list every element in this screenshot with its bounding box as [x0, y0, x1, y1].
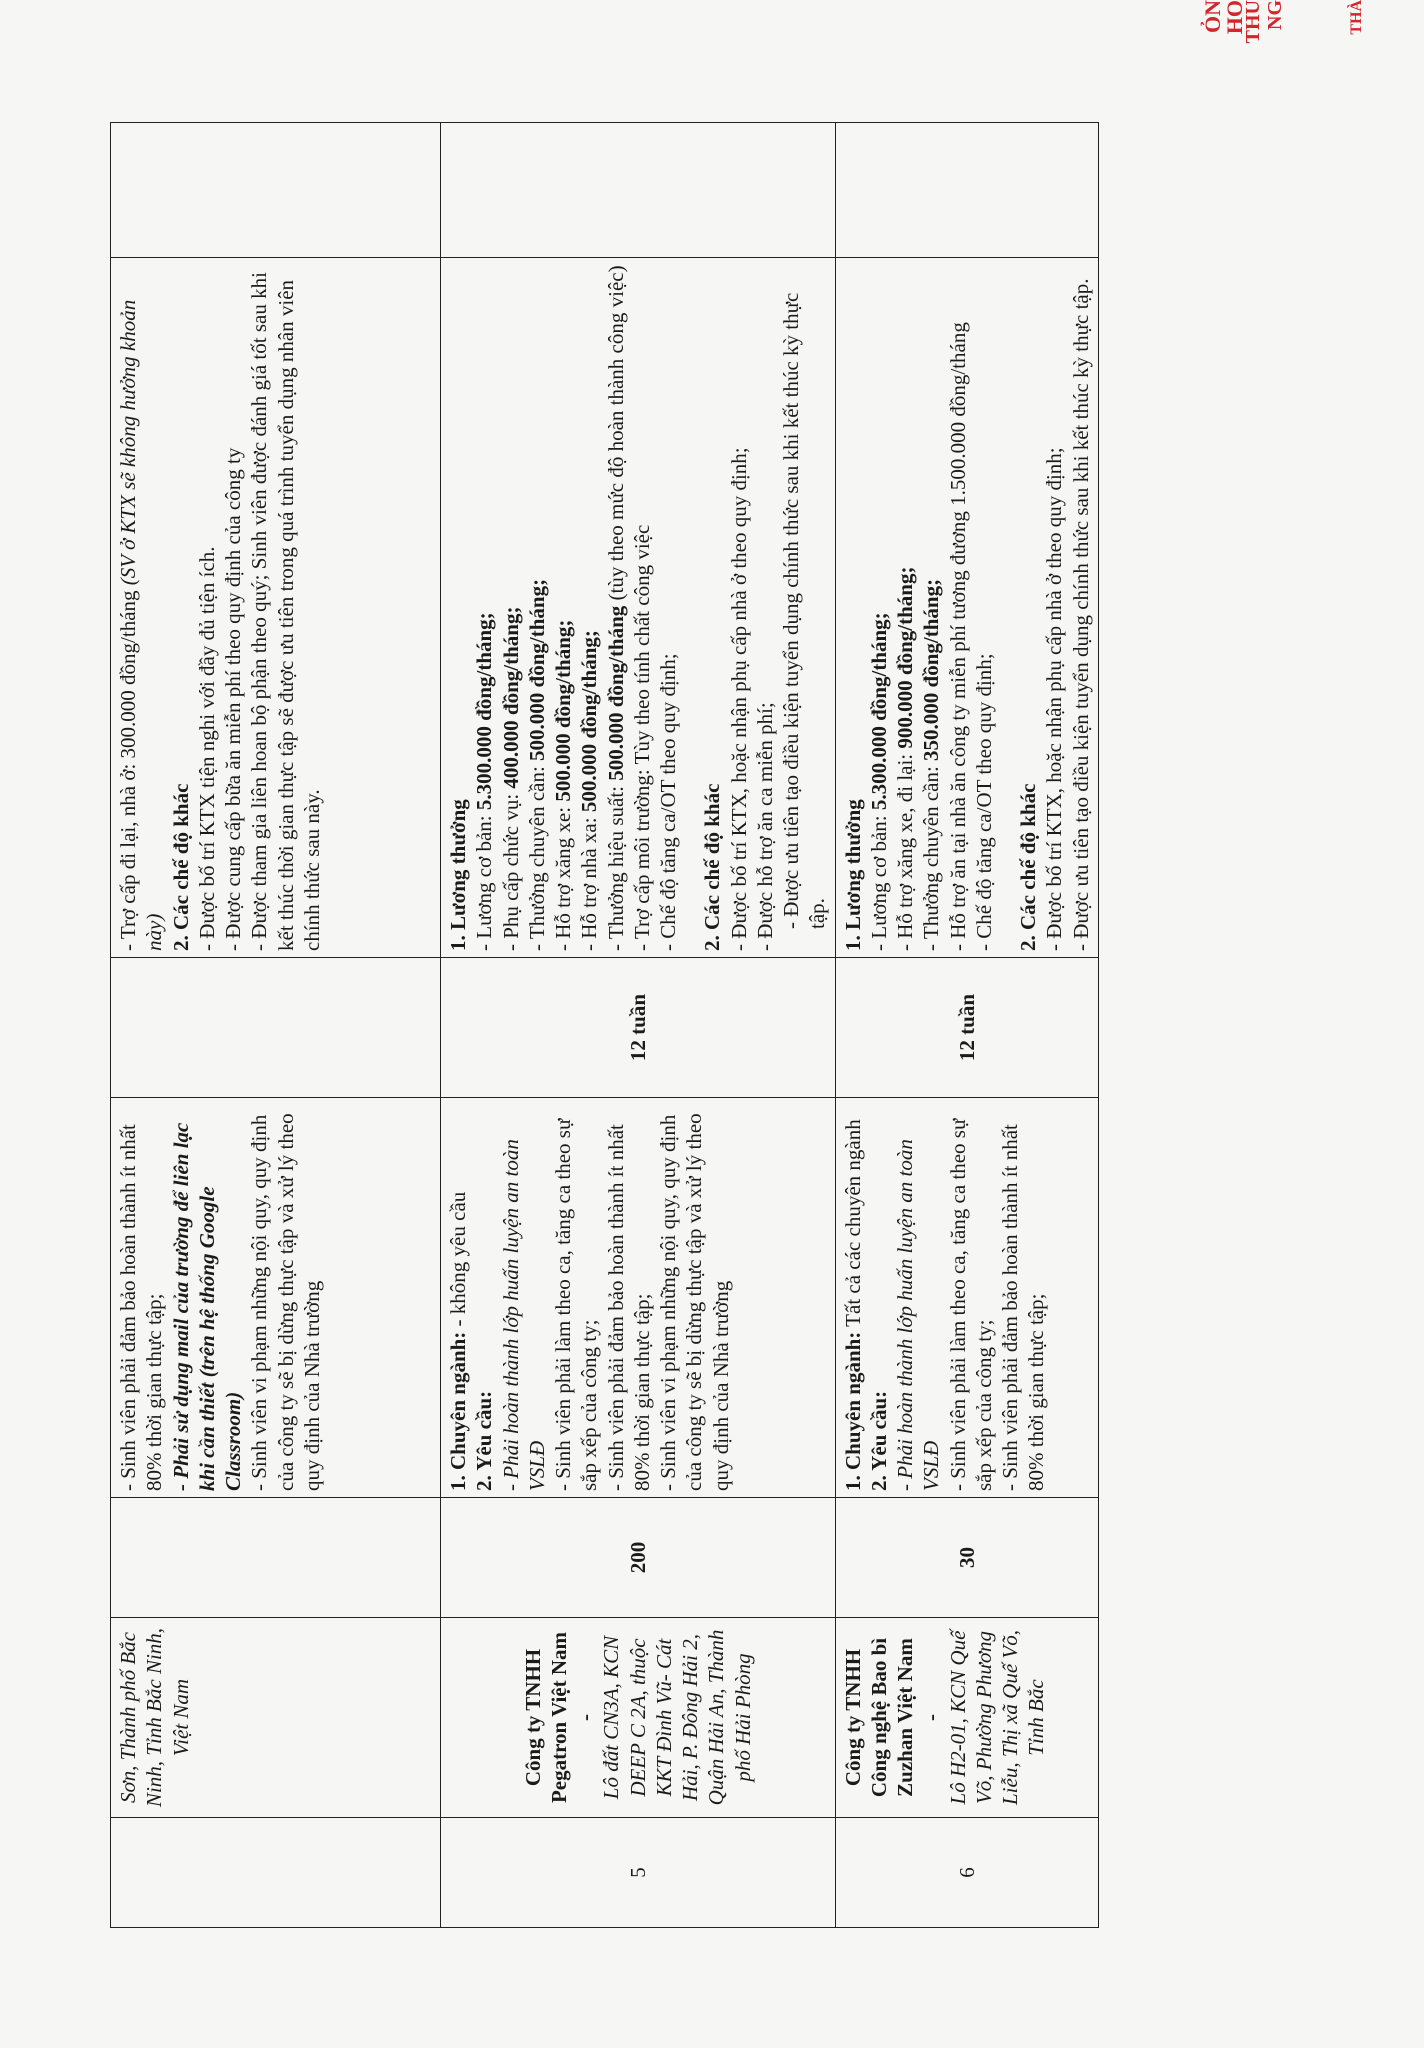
benefit-note: (SV ở KTX sẽ không hưởng khoản này): [116, 299, 167, 951]
benefit-amount: 5.300.000 đồng/tháng;: [472, 612, 497, 811]
other-benefit-item: - Được bố trí KTX, hoặc nhận phụ cấp nhà ở theo quy định;: [726, 447, 751, 951]
major-value: - không yêu cầu: [446, 1191, 470, 1332]
stamp-text-5: THÀ: [1348, 0, 1365, 35]
stt-cell: 5: [441, 1818, 836, 1928]
other-benefit-item: - Được bố trí KTX, hoặc nhận phụ cấp nhà ở theo quy định;: [1042, 447, 1067, 951]
quantity-cell: 200: [441, 1498, 836, 1618]
duration-cell: [111, 958, 441, 1098]
benefit-note: (tùy theo mức độ hoàn thành công việc): [603, 265, 628, 606]
benefit-item: - Được cung cấp bữa ăn miễn phí theo quy định của công ty: [221, 447, 245, 951]
benefit-item: [603, 264, 629, 951]
table-row-continued: [111, 123, 441, 1928]
notes-cell: [441, 123, 836, 258]
stt-cell: [111, 1818, 441, 1928]
benefit-label: - Lương cơ bản:: [866, 810, 891, 951]
stamp-text-2: HO: [1222, 0, 1247, 35]
requirement-item: - Sinh viên phải đảm bảo hoàn thành ít nhất 80% thời gian thực tập;: [116, 1124, 167, 1491]
benefit-amount: 500.000 đồng/tháng;: [524, 578, 549, 761]
salary-title: 1. Lương thưởng: [840, 799, 865, 951]
other-benefit-item: - Được hỗ trợ ăn ca miễn phí;: [752, 702, 777, 951]
notes-cell: [835, 123, 1098, 258]
company-name: Công ty TNHH Công nghệ Bao bì Zuzhan Việt Nam: [840, 1637, 917, 1798]
benefit-item: [892, 264, 918, 951]
rotated-table-sheet: [110, 123, 1093, 1928]
requirement-item: - Sinh viên vi phạm những nội quy, quy định của công ty sẽ bị dừng thực tập và xử lý theo quy định của Nhà trường: [656, 1113, 733, 1491]
requirement-item: - Sinh viên phải đảm bảo hoàn thành ít nhất 80% thời gian thực tập;: [603, 1124, 654, 1491]
company-cell: [441, 1618, 836, 1818]
company-name: Công ty TNHH Pegatron Việt Nam: [520, 1631, 571, 1804]
benefit-amount: 500.000 đồng/tháng;: [577, 630, 602, 813]
benefit-label: - Lương cơ bản:: [472, 810, 497, 951]
stamp-text-1: ỎN: [1200, 0, 1225, 33]
benefit-item: [524, 264, 550, 951]
major-requirement: [840, 1104, 866, 1491]
spacer: [997, 264, 1015, 951]
benefit-label: - Hỗ trợ xăng xe, đi lại:: [893, 748, 917, 951]
benefit-label: - Thưởng chuyên cần:: [524, 760, 549, 951]
requirements-title: 2. Yêu cầu:: [866, 1390, 891, 1491]
company-address-tail: Sơn, Thành phố Bắc Ninh, Tỉnh Bắc Ninh, Việt Nam: [116, 1627, 193, 1808]
benefit-item: - Chế độ tăng ca/OT theo quy định;: [971, 653, 996, 951]
benefit-amount: 400.000 đồng/tháng;: [498, 606, 523, 789]
benefit-amount: 500.000 đồng/tháng;: [551, 619, 575, 802]
requirement-item: - Sinh viên phải làm theo ca, tăng ca theo sự sắp xếp của công ty;: [551, 1118, 602, 1491]
benefit-item: - Chế độ tăng ca/OT theo quy định;: [656, 653, 680, 951]
requirement-item: - Sinh viên phải làm theo ca, tăng ca theo sự sắp xếp của công ty;: [945, 1118, 996, 1491]
company-cell: [111, 1618, 441, 1818]
company-address: Lô đất CN3A, KCN DEEP C 2A, thuộc KKT Đình Vũ- Cát Hải, P. Đông Hải 2, Quận Hải An, Thành phố Hải Phòng: [599, 1629, 755, 1806]
stamp-text-3: THU: [1242, 0, 1264, 44]
benefit-label: - Thưởng hiệu suất:: [603, 780, 628, 951]
requirement-item: - Sinh viên vi phạm những nội quy, quy định của công ty sẽ bị dừng thực tập và xử lý theo quy định của Nhà trường: [247, 1113, 324, 1491]
other-benefit-item: - Được ưu tiên tạo điều kiện tuyển dụng chính thức sau khi kết thúc kỳ thực tập.: [779, 292, 830, 929]
requirements-cell: [835, 1098, 1098, 1498]
duration-cell: 12 tuần: [835, 958, 1098, 1098]
internship-table: [110, 122, 1099, 1928]
company-cell: [835, 1618, 1098, 1818]
benefit-item: - Trợ cấp môi trường: Tùy theo tính chất công việc: [629, 524, 654, 951]
requirement-item: - Phải hoàn thành lớp huấn luyện an toàn VSLĐ: [893, 1139, 944, 1491]
benefit-item: [576, 264, 602, 951]
requirement-item: - Sinh viên phải đảm bảo hoàn thành ít nhất 80% thời gian thực tập;: [998, 1124, 1049, 1491]
company-dash: -: [573, 1714, 598, 1721]
duration-cell: 12 tuần: [441, 958, 836, 1098]
company-dash: -: [919, 1714, 944, 1721]
table-row-6: [835, 123, 1098, 1928]
company-address: Lô H2-01, KCN Quế Võ, Phường Phương Liễu, Thị xã Quế Võ, Tỉnh Bắc: [945, 1630, 1049, 1805]
notes-cell: [111, 123, 441, 258]
other-benefits-title: 2. Các chế độ khác: [700, 783, 725, 951]
benefit-item: [498, 264, 524, 951]
major-requirement: [445, 1104, 471, 1491]
benefit-item: [471, 264, 497, 951]
benefit-label: - Hỗ trợ nhà xa:: [577, 812, 602, 951]
red-stamp: [1180, 0, 1424, 70]
stamp-text-4: NG: [1264, 0, 1286, 30]
benefits-cell: [111, 258, 441, 958]
requirements-title: 2. Yêu cầu:: [472, 1390, 497, 1491]
other-benefits-title: 2. Các chế độ khác: [1016, 783, 1040, 951]
salary-title: 1. Lương thưởng: [446, 799, 470, 951]
benefit-amount: 350.000 đồng/tháng;: [919, 578, 944, 761]
benefit-item: - Hỗ trợ ăn tại nhà ăn công ty miễn phí tương đương 1.500.000 đồng/tháng: [945, 322, 970, 951]
requirements-cell: [111, 1098, 441, 1498]
benefit-item: [866, 264, 892, 951]
benefit-item: - Được bố trí KTX tiện nghi với đầy đủ tiện ích.: [194, 546, 219, 951]
benefit-label: - Hỗ trợ xăng xe:: [551, 801, 575, 951]
benefit-item: [918, 264, 944, 951]
benefits-cell: [441, 258, 836, 958]
major-label: 1. Chuyên ngành:: [840, 1331, 865, 1491]
benefit-item: - Được tham gia liên hoan bộ phận theo quý; Sinh viên được đánh giá tốt sau khi kết thúc thời gian thực tập sẽ được ưu tiên trong quá trình tuyển dụng nhân viên chính thức sau này.: [247, 272, 324, 951]
benefit-text: - Trợ cấp đi lại, nhà ở: 300.000 đồng/tháng: [116, 585, 140, 951]
other-benefit-item: - Được ưu tiên tạo điều kiện tuyển dụng chính thức sau khi kết thúc kỳ thực tập.: [1068, 278, 1093, 951]
quantity-cell: 30: [835, 1498, 1098, 1618]
requirement-item-emphasis: - Phải sử dụng mail của trường để liên lạc khi cần thiết (trên hệ thống Google Classroom): [168, 1122, 245, 1491]
benefit-section-title: 2. Các chế độ khác: [168, 783, 193, 951]
major-value: Tất cả các chuyên ngành: [840, 1119, 865, 1332]
major-label: 1. Chuyên ngành:: [446, 1331, 470, 1491]
table-row-5: [441, 123, 836, 1928]
benefit-item: [115, 264, 168, 951]
spacer: [681, 264, 699, 951]
requirement-item: - Phải hoàn thành lớp huấn luyện an toàn VSLĐ: [498, 1139, 549, 1491]
benefit-amount: 500.000 đồng/tháng: [603, 605, 628, 781]
benefit-amount: 5.300.000 đồng/tháng;: [866, 612, 891, 811]
benefit-item: [550, 264, 576, 951]
benefit-label: - Phụ cấp chức vụ:: [498, 788, 523, 951]
benefit-label: - Thưởng chuyên cần:: [919, 760, 944, 951]
benefits-cell: [835, 258, 1098, 958]
quantity-cell: [111, 1498, 441, 1618]
stt-cell: 6: [835, 1818, 1098, 1928]
benefit-amount: 900.000 đồng/tháng;: [893, 566, 917, 749]
requirements-cell: [441, 1098, 836, 1498]
